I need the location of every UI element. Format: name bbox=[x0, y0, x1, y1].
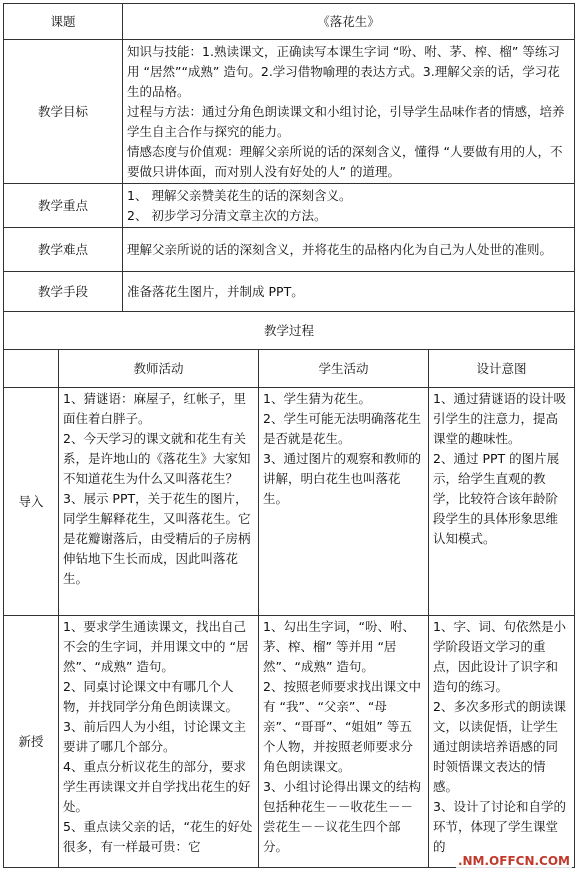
teacher-step: 3、前后四人为小组，讨论课文主要讲了哪几个部分。 bbox=[63, 719, 246, 754]
teacher-step: 1、要求学生通读课文，找出自己不会的生字词，并用课文中的 “居然”、“成熟” 造句。 bbox=[63, 619, 249, 674]
teacher-header: 教师活动 bbox=[59, 350, 259, 388]
design-step: 3、设计了讨论和自学的环节，体现了学生课堂的 bbox=[433, 799, 566, 854]
stage-name: 导入 bbox=[4, 388, 59, 616]
watermark-text: .NM.OFFCN.COM bbox=[457, 854, 570, 868]
design-intent bbox=[429, 388, 575, 616]
difficulty-label: 教学难点 bbox=[4, 228, 123, 272]
key-points-cell bbox=[123, 184, 575, 228]
lesson-plan-table bbox=[3, 3, 575, 868]
means-text: 准备落花生图片，并制成 PPT。 bbox=[123, 272, 575, 312]
student-step: 2、按照老师要求找出课文中有 “我”、“父亲”、“母亲”、“哥哥”、“姐姐” 等五个人物，并按照老师要求分角色朗读课文。 bbox=[263, 679, 421, 774]
student-step: 3、通过图片的观察和教师的讲解，明白花生也叫落花生。 bbox=[263, 451, 421, 506]
key-point-1: 1、 理解父亲赞美花生的话的深刻含义。 bbox=[127, 187, 352, 203]
objectives-label: 教学目标 bbox=[4, 40, 123, 184]
teacher-step: 3、展示 PPT，关于花生的图片，同学生解释花生，又叫落花生。它是花瓣谢落后，由受精后的子房柄伸钻地下生长而成，因此叫落花生。 bbox=[63, 491, 251, 586]
student-step: 3、小组讨论得出课文的结构包括种花生－－收花生－－尝花生－－议花生四个部分。 bbox=[263, 779, 421, 854]
stage-header-blank bbox=[4, 350, 59, 388]
objectives-cell bbox=[123, 40, 575, 184]
topic-value: 《落花生》 bbox=[123, 4, 575, 40]
difficulty-text: 理解父亲所说的话的深刻含义，并将花生的品格内化为自己为人处世的准则。 bbox=[123, 228, 575, 272]
design-step: 2、多次多形式的朗读课文，以读促悟，让学生通过朗读培养语感的同时领悟课文表达的情感。 bbox=[433, 699, 566, 794]
teacher-step: 2、同桌讨论课文中有哪几个人物，并找同学分角色朗读课文。 bbox=[63, 679, 239, 714]
student-header: 学生活动 bbox=[259, 350, 429, 388]
process-title: 教学过程 bbox=[4, 312, 575, 350]
teacher-step: 5、重点读父亲的话，“花生的好处很多，有一样最可贵：它 bbox=[63, 819, 253, 854]
means-label: 教学手段 bbox=[4, 272, 123, 312]
topic-label: 课题 bbox=[4, 4, 123, 40]
teacher-step: 4、重点分析议花生的部分，要求学生再读课文并自学找出花生的好处。 bbox=[63, 759, 251, 814]
teacher-step: 2、今天学习的课文就和花生有关系，是许地山的《落花生》大家知不知道花生为什么又叫落花生？ bbox=[63, 431, 251, 486]
student-activity bbox=[259, 616, 429, 868]
objective-process: 过程与方法：通过分角色朗读课文和小组讨论，引导学生品味作者的情感，培养学生自主合作与探究的能力。 bbox=[127, 103, 565, 139]
key-points-label: 教学重点 bbox=[4, 184, 123, 228]
design-step: 1、字、词、句依然是小学阶段语文学习的重点，因此设计了识字和造句的练习。 bbox=[433, 619, 566, 694]
objective-knowledge: 知识与技能：1.熟读课文，正确读写本课生字词 “吩、咐、茅、榨、榴” 等练习用 “居然”“成熟” 造句。2.学习借物喻理的表达方式。3.理解父亲的话，学习花生的品格。 bbox=[127, 43, 560, 99]
design-step: 1、通过猜谜语的设计吸引学生的注意力，提高课堂的趣味性。 bbox=[433, 391, 566, 446]
design-header: 设计意图 bbox=[429, 350, 575, 388]
teacher-step: 1、猜谜语：麻屋子，红帐子，里面住着白胖子。 bbox=[63, 391, 246, 426]
site-watermark bbox=[456, 854, 572, 868]
design-intent bbox=[429, 616, 575, 868]
student-step: 1、学生猜为花生。 bbox=[263, 391, 371, 406]
design-step: 2、通过 PPT 的图片展示，给学生直观的教学，比较符合该年龄阶段学生的具体形象思维认知模式。 bbox=[433, 451, 560, 546]
stage-name: 新授 bbox=[4, 616, 59, 868]
objective-emotion: 情感态度与价值观：理解父亲所说的话的深刻含义，懂得 “人要做有用的人，不要做只讲体面，而对别人没有好处的人” 的道理。 bbox=[127, 143, 563, 179]
key-point-2: 2、 初步学习分清文章主次的方法。 bbox=[127, 207, 327, 223]
student-step: 2、学生可能无法明确落花生是否就是花生。 bbox=[263, 411, 421, 446]
student-step: 1、勾出生字词，“吩、咐、茅、榨、榴” 等并用 “居然”、“成熟” 造句。 bbox=[263, 619, 415, 674]
teacher-activity bbox=[59, 388, 259, 616]
student-activity bbox=[259, 388, 429, 616]
teacher-activity bbox=[59, 616, 259, 868]
